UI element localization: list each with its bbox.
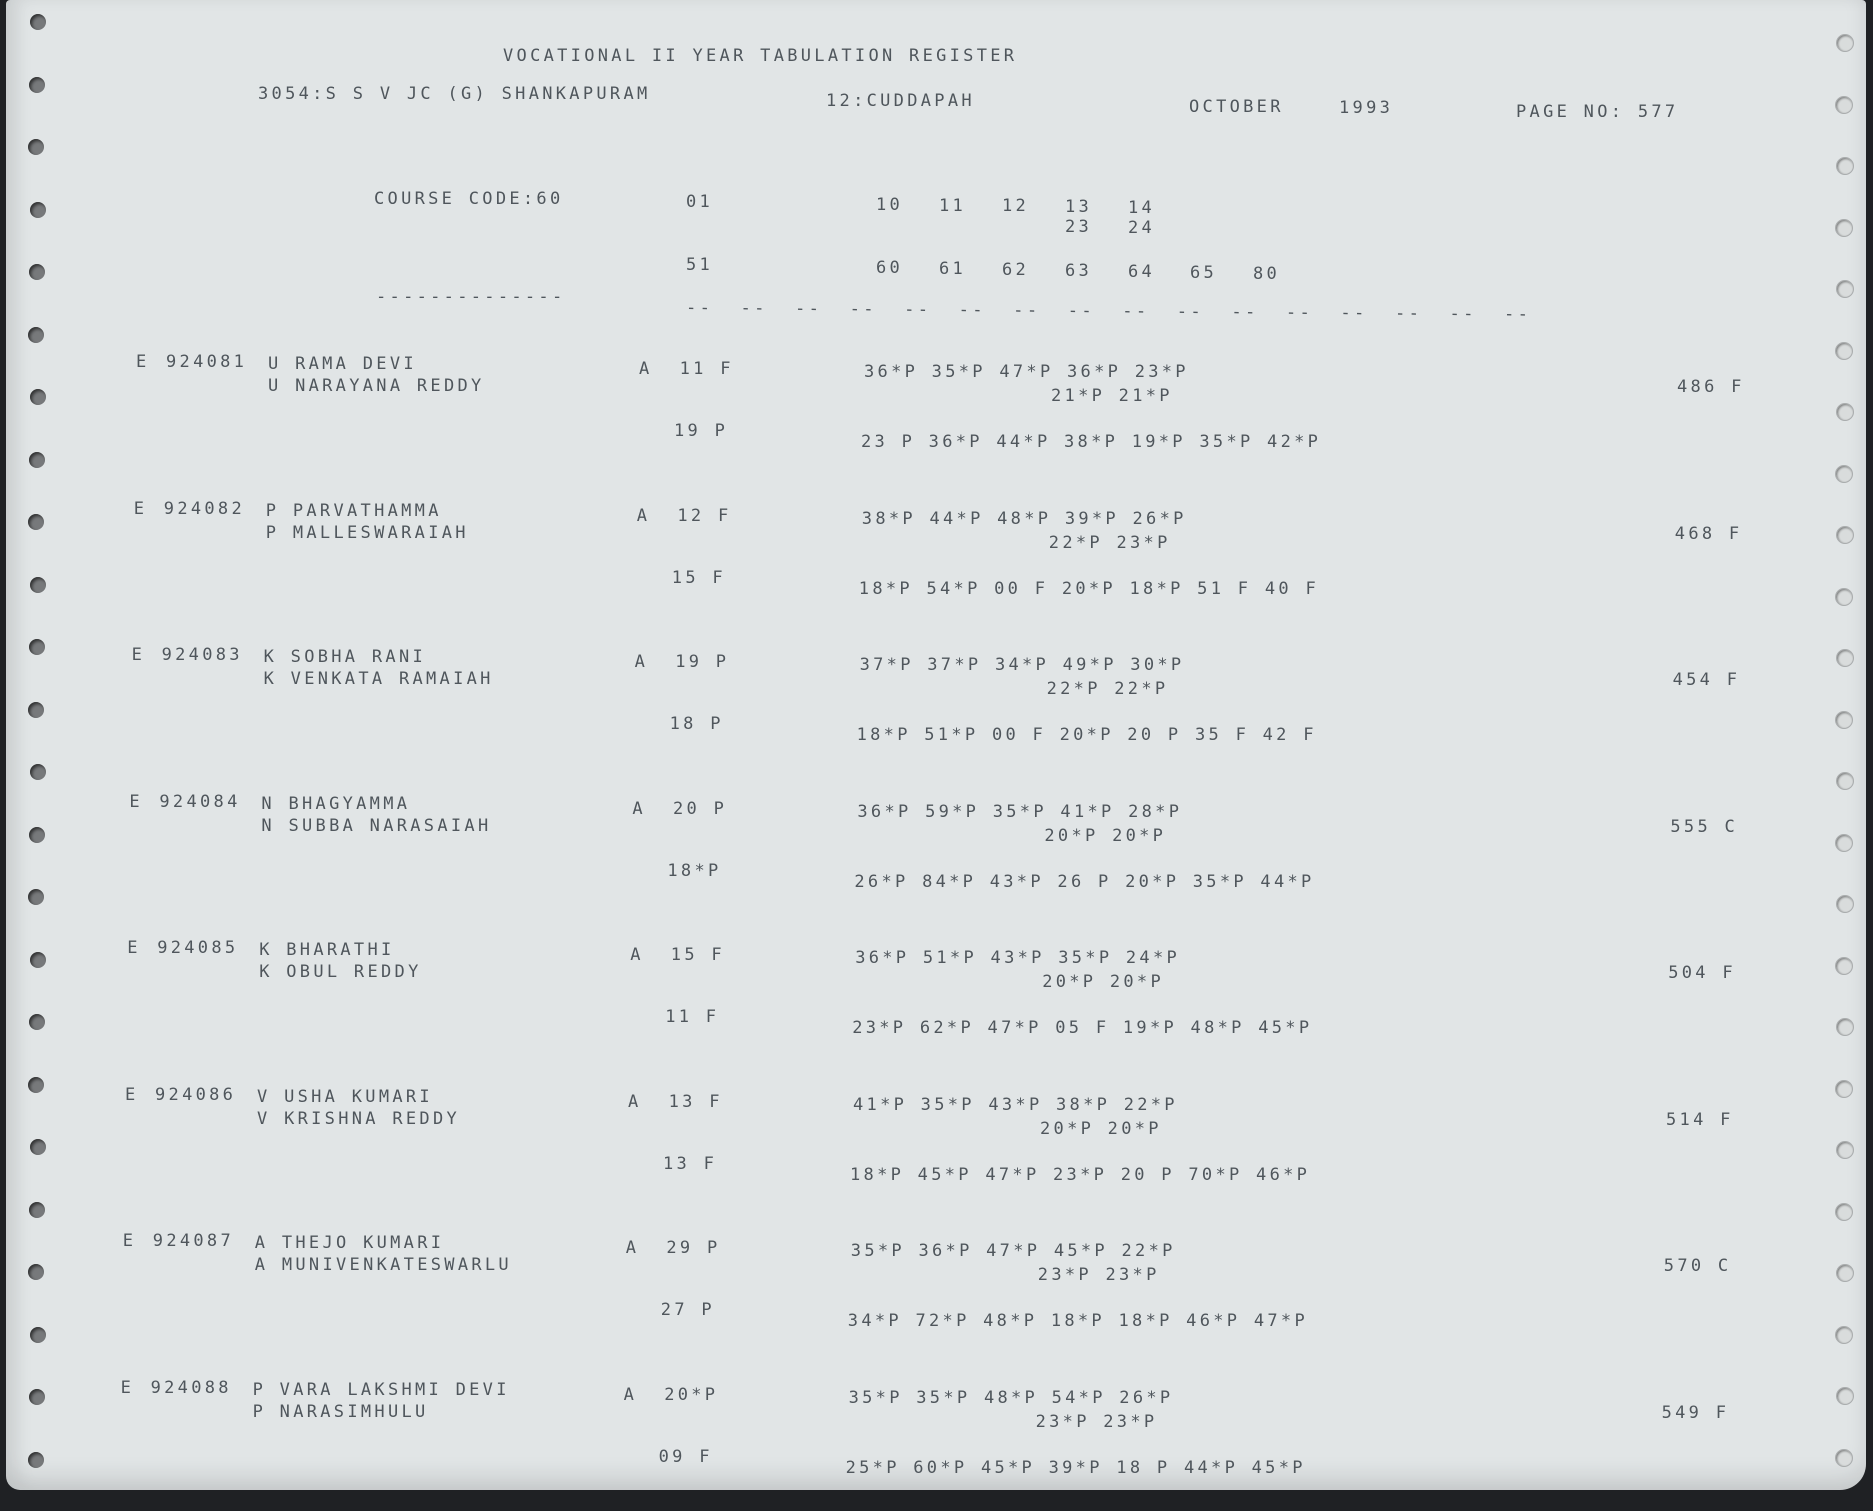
subject-marks-extra: 21*P 21*P [1051,386,1173,406]
col-header: 60 [876,258,904,278]
parent-name: N SUBBA NARASAIAH [261,815,492,836]
feed-hole [1835,1326,1853,1344]
hall-ticket-number: 924086 [155,1084,237,1105]
subject-marks-extra: 23*P 23*P [1037,1265,1160,1285]
grand-total: 468 F [1674,523,1743,544]
part-b-marks: 18 P [669,714,724,734]
col-header: 80 [1253,264,1281,284]
subject-marks-second: 26*P 84*P 43*P 26 P 20*P 35*P 44*P [854,871,1315,892]
part-b-marks: 18*P [667,860,722,881]
exam-year: 1993 [1339,98,1394,118]
feed-hole [28,702,44,718]
col-header: 13 [1065,197,1093,217]
feed-hole [1835,711,1853,729]
subject-marks-extra: 20*P 20*P [1042,972,1165,992]
subject-marks-extra: 20*P 20*P [1044,825,1167,846]
grand-total: 555 C [1670,816,1739,837]
student-name: U RAMA DEVI [268,354,417,374]
parent-name: A MUNIVENKATESWARLU [254,1255,512,1275]
hall-ticket-number: 924084 [159,791,241,812]
page-number: PAGE NO: 577 [1516,102,1679,122]
col-header: 01 [686,192,714,212]
part-a-marks: A 15 F [630,945,725,965]
feed-hole [30,1139,46,1155]
col-header: 12 [1002,196,1030,216]
subject-marks-second: 18*P 51*P 00 F 20*P 20 P 35 F 42 F [856,725,1317,745]
course-underline: -------------- [376,287,566,307]
feed-hole [1835,219,1853,237]
part-b-marks: 11 F [665,1007,720,1027]
feed-hole [29,77,45,93]
subject-marks-extra: 22*P 23*P [1048,532,1171,553]
subject-marks-second: 23*P 62*P 47*P 05 F 19*P 48*P 45*P [852,1018,1313,1038]
feed-hole [1835,834,1853,852]
feed-hole [29,1202,45,1218]
feed-hole [1836,526,1854,544]
part-a-marks: A 20*P [623,1384,719,1405]
parent-name: U NARAYANA REDDY [268,376,485,396]
feed-hole [1836,280,1854,298]
feed-hole [30,389,46,405]
feed-hole [29,1389,45,1405]
subject-marks-second: 23 P 36*P 44*P 38*P 19*P 35*P 42*P [861,432,1322,452]
subject-marks-second: 18*P 45*P 47*P 23*P 20 P 70*P 46*P [850,1164,1311,1185]
parent-name: P MALLESWARAIAH [265,522,469,543]
col-header: 14 [1128,198,1156,218]
feed-hole [28,139,44,155]
grand-total: 570 C [1663,1256,1732,1276]
subject-marks-second: 18*P 54*P 00 F 20*P 18*P 51 F 40 F [858,578,1319,599]
part-a-marks: A 11 F [639,359,734,379]
register-sheet [6,0,1866,1490]
subject-marks-extra: 20*P 20*P [1040,1118,1162,1139]
subject-marks: 36*P 59*P 35*P 41*P 28*P [857,801,1183,822]
feed-hole [28,1077,44,1093]
student-name: P PARVATHAMMA [265,500,442,521]
column-dash-rule: -- -- -- -- -- -- -- -- -- -- -- -- -- -- -- -- [685,298,1532,325]
grand-total: 504 F [1668,963,1736,983]
college-name: 3054:S S V JC (G) SHANKAPURAM [258,84,651,104]
part-b-marks: 13 F [663,1153,718,1174]
hall-ticket-number: 924083 [161,645,243,665]
course-code: COURSE CODE:60 [374,189,564,209]
feed-hole [1835,465,1853,483]
col-header: 64 [1128,262,1156,282]
feed-hole [1836,1264,1854,1282]
record-flag: E [127,938,141,958]
subject-marks-second: 34*P 72*P 48*P 18*P 18*P 46*P 47*P [847,1311,1308,1331]
feed-hole [1835,96,1853,114]
subject-marks: 37*P 37*P 34*P 49*P 30*P [859,655,1185,675]
feed-hole [1836,34,1854,52]
part-a-marks: A 13 F [628,1091,723,1112]
part-b-marks: 15 F [671,567,726,588]
feed-hole [30,14,46,30]
part-b-marks: 27 P [660,1300,715,1320]
col-header: 51 [686,255,714,275]
subject-marks: 41*P 35*P 43*P 38*P 22*P [853,1094,1178,1115]
feed-hole [28,1264,44,1280]
parent-name: P NARASIMHULU [252,1401,429,1422]
feed-hole [30,952,46,968]
feed-hole [28,514,44,530]
feed-hole [1835,1449,1853,1467]
part-b-marks: 19 P [674,421,729,441]
subject-marks-second: 25*P 60*P 45*P 39*P 18 P 44*P 45*P [845,1457,1306,1478]
col-header: 61 [939,259,967,279]
feed-hole [1835,588,1853,606]
feed-hole [29,1014,45,1030]
feed-hole [30,1327,46,1343]
subject-marks: 35*P 35*P 48*P 54*P 26*P [848,1387,1174,1408]
feed-hole [1836,649,1854,667]
subject-marks: 36*P 35*P 47*P 36*P 23*P [864,362,1189,382]
subject-marks: 38*P 44*P 48*P 39*P 26*P [861,508,1187,529]
grand-total: 514 F [1666,1109,1734,1130]
grand-total: 549 F [1661,1402,1730,1423]
record-flag: E [136,352,150,372]
student-name: N BHAGYAMMA [261,793,411,814]
student-name: V USHA KUMARI [257,1086,433,1107]
feed-hole [30,577,46,593]
record-flag: E [122,1231,137,1251]
feed-hole [29,639,45,655]
col-header: 62 [1002,260,1030,280]
feed-hole [1836,1018,1854,1036]
hall-ticket-number: 924087 [152,1231,235,1251]
feed-hole [1835,1203,1853,1221]
part-a-marks: A 29 P [625,1238,721,1258]
feed-hole [1836,403,1854,421]
feed-hole [30,202,46,218]
student-name: P VARA LAKSHMI DEVI [252,1379,510,1400]
record-flag: E [120,1377,135,1398]
student-name: K BHARATHI [259,940,395,960]
feed-hole [1836,157,1854,175]
parent-name: K OBUL REDDY [259,962,422,982]
feed-hole [1836,1141,1854,1159]
student-name: K SOBHA RANI [263,647,427,667]
grand-total: 486 F [1677,377,1745,397]
parent-name: K VENKATA RAMAIAH [263,669,494,689]
part-a-marks: A 19 P [634,652,730,672]
register-title: VOCATIONAL II YEAR TABULATION REGISTER [503,46,1018,66]
col-header: 10 [876,195,904,215]
record-flag: E [129,791,143,812]
feed-hole [29,827,45,843]
exam-month: OCTOBER [1189,97,1284,117]
feed-hole [1835,1080,1853,1098]
col-header: 11 [939,196,967,216]
part-a-marks: A 20 P [632,798,728,819]
hall-ticket-number: 924085 [157,938,239,958]
record-flag: E [125,1084,139,1105]
student-name: A THEJO KUMARI [254,1233,445,1253]
col-header: 24 [1128,218,1156,238]
subject-marks: 35*P 36*P 47*P 45*P 22*P [850,1241,1176,1261]
record-flag: E [133,498,148,519]
feed-hole [1836,895,1854,913]
col-header: 63 [1065,261,1093,281]
feed-hole [30,764,46,780]
feed-hole [29,264,45,280]
subject-marks-extra: 23*P 23*P [1035,1411,1158,1432]
feed-hole [1836,1387,1854,1405]
grand-total: 454 F [1672,670,1741,690]
record-flag: E [131,645,146,665]
feed-hole [28,1452,44,1468]
part-b-marks: 09 F [658,1446,713,1467]
feed-hole [1835,957,1853,975]
feed-hole [1835,342,1853,360]
feed-hole [28,327,44,343]
col-header: 65 [1190,263,1218,283]
feed-hole [29,452,45,468]
part-a-marks: A 12 F [636,505,732,526]
feed-hole [28,889,44,905]
feed-hole [1836,772,1854,790]
hall-ticket-number: 924088 [150,1377,232,1398]
hall-ticket-number: 924081 [166,352,248,372]
subject-marks: 36*P 51*P 43*P 35*P 24*P [855,948,1181,968]
district: 12:CUDDAPAH [826,91,975,111]
col-header: 23 [1065,217,1093,237]
subject-marks-extra: 22*P 22*P [1046,679,1169,699]
parent-name: V KRISHNA REDDY [257,1108,461,1129]
hall-ticket-number: 924082 [163,498,246,519]
